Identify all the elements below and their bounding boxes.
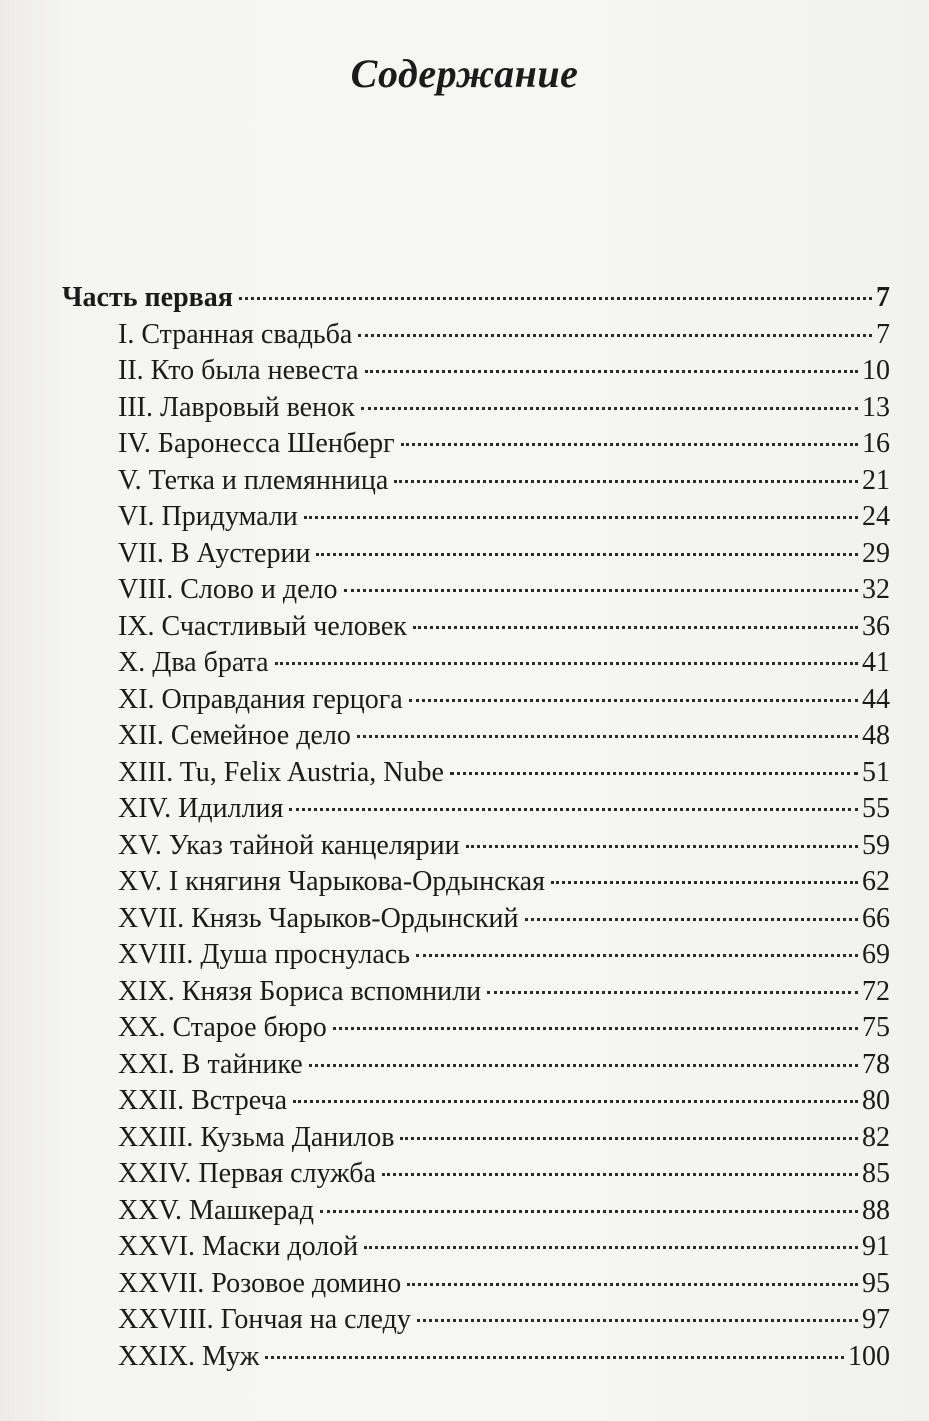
dot-leader (551, 881, 858, 884)
toc-entry-page: 62 (862, 866, 890, 897)
toc-entry (118, 755, 890, 791)
dot-leader (239, 297, 872, 300)
toc-entry-page: 88 (862, 1194, 890, 1226)
toc-entry-page: 95 (862, 1267, 890, 1299)
toc-entry (118, 317, 890, 353)
toc-entry (118, 1193, 890, 1229)
toc-entry (118, 1302, 890, 1338)
dot-leader (400, 1137, 858, 1140)
dot-leader (365, 370, 858, 373)
toc-entry-label: XIX. Князя Бориса вспомнили (118, 975, 482, 1007)
toc-entry-page: 72 (862, 975, 890, 1007)
toc-entry (118, 1047, 890, 1083)
toc-entry-label: VI. Придумали (118, 501, 298, 532)
dot-leader (394, 480, 858, 483)
toc-entry-page: 59 (862, 829, 890, 861)
dot-leader (320, 1210, 858, 1213)
toc-entry (118, 390, 890, 426)
toc-part-page: 7 (876, 282, 890, 313)
toc-entry-page: 82 (862, 1121, 890, 1153)
toc-entry (118, 1120, 890, 1156)
toc-entry-page: 13 (862, 391, 890, 423)
toc-entry (118, 1229, 890, 1265)
toc-entry (118, 1156, 890, 1192)
toc-entry-label: VIII. Слово и дело (118, 574, 338, 605)
dot-leader (382, 1173, 858, 1176)
toc-entry-label: XVIII. Душа проснулась (118, 939, 410, 970)
toc-part-label: Часть первая (62, 282, 233, 313)
dot-leader (333, 1027, 858, 1030)
toc-entry (118, 901, 890, 937)
toc-entry (118, 1010, 890, 1046)
toc-entry-label: V. Тетка и племянница (118, 464, 389, 496)
toc-entry-page: 51 (862, 756, 890, 788)
dot-leader (361, 407, 858, 410)
dot-leader (401, 443, 858, 446)
toc-part-heading (62, 280, 890, 316)
toc-entry-page: 21 (862, 464, 890, 496)
toc-entry-page: 48 (862, 720, 890, 751)
toc-entry-label: XVII. Князь Чарыков-Ордынский (118, 902, 519, 934)
toc-entry-label: IV. Баронесса Шенберг (118, 428, 395, 459)
toc-entry-page: 10 (862, 355, 890, 386)
toc-entry-label: XXIX. Муж (118, 1340, 260, 1372)
toc-entry-page: 85 (862, 1158, 890, 1189)
toc-entry (118, 572, 890, 608)
toc-entry-page: 66 (862, 902, 890, 934)
dot-leader (525, 918, 858, 921)
dot-leader (344, 589, 858, 592)
toc-entry-label: XXV. Машкерад (118, 1194, 314, 1226)
toc-entry-page: 97 (862, 1304, 890, 1335)
toc-entry-page: 32 (862, 574, 890, 605)
page-title: Содержание (350, 51, 579, 96)
dot-leader (275, 662, 858, 665)
toc-entry-page: 7 (876, 318, 890, 350)
toc-entry-label: XV. Указ тайной канцелярии (118, 829, 460, 861)
toc-entry-page: 41 (862, 647, 890, 678)
dot-leader (413, 626, 858, 629)
dot-leader (416, 954, 858, 957)
toc-entry (118, 353, 890, 389)
toc-entry-label: I. Странная свадьба (118, 318, 353, 350)
toc-entry (118, 974, 890, 1010)
dot-leader (289, 808, 858, 811)
dot-leader (293, 1100, 858, 1103)
toc-entry-label: XIV. Идиллия (118, 793, 284, 824)
toc-entry-label: XIII. Tu, Felix Austria, Nube (118, 756, 444, 788)
toc-entry-label: XX. Старое бюро (118, 1012, 327, 1043)
toc-entry (118, 463, 890, 499)
toc-entry-label: X. Два брата (118, 647, 269, 678)
dot-leader (316, 553, 858, 556)
toc-entry (118, 864, 890, 900)
toc-entry-label: II. Кто была невеста (118, 355, 359, 386)
toc-entry (118, 1083, 890, 1119)
toc-entry-label: XXI. В тайнике (118, 1048, 303, 1080)
toc-entry-label: XXIV. Первая служба (118, 1158, 376, 1189)
dot-leader (304, 516, 858, 519)
toc-entry-page: 29 (862, 537, 890, 569)
toc-entry (118, 536, 890, 572)
toc-entry-page: 69 (862, 939, 890, 970)
toc-entry-page: 75 (862, 1012, 890, 1043)
toc-entry (118, 718, 890, 754)
toc-entry-page: 16 (862, 428, 890, 459)
toc-entry-label: XXVI. Маски долой (118, 1231, 359, 1262)
toc-entry-page: 78 (862, 1048, 890, 1080)
dot-leader (364, 1246, 858, 1249)
dot-leader (357, 735, 858, 738)
toc-entry-page: 55 (862, 793, 890, 824)
dot-leader (417, 1319, 858, 1322)
toc-entry (118, 645, 890, 681)
toc-entry-label: VII. В Аустерии (118, 537, 311, 569)
toc-entry-page: 80 (862, 1085, 890, 1116)
dot-leader (487, 991, 858, 994)
toc-entry (118, 426, 890, 462)
toc-entry-label: XXVII. Розовое домино (118, 1267, 402, 1299)
dot-leader (450, 772, 858, 775)
toc-entry-label: XXVIII. Гончая на следу (118, 1304, 411, 1335)
toc-entry-page: 91 (862, 1231, 890, 1262)
toc-entry-page: 100 (848, 1340, 890, 1372)
dot-leader (466, 845, 858, 848)
dot-leader (409, 699, 858, 702)
toc-entry (118, 682, 890, 718)
toc-entry (118, 937, 890, 973)
dot-leader (309, 1064, 858, 1067)
toc-entry-label: IX. Счастливый человек (118, 610, 407, 642)
dot-leader (407, 1283, 858, 1286)
toc-entry (118, 791, 890, 827)
toc-entry (118, 828, 890, 864)
toc-entry-page: 44 (862, 683, 890, 715)
toc-entry-page: 24 (862, 501, 890, 532)
dot-leader (265, 1356, 844, 1359)
toc-entry-page: 36 (862, 610, 890, 642)
toc-entry (118, 499, 890, 535)
toc-entry-label: XI. Оправдания герцога (118, 683, 403, 715)
toc-entry-label: XXII. Встреча (118, 1085, 288, 1116)
toc-entry (118, 1266, 890, 1302)
toc-entry-label: XII. Семейное дело (118, 720, 351, 751)
toc-entry-label: XXIII. Кузьма Данилов (118, 1121, 395, 1153)
toc-entry-label: III. Лавровый венок (118, 391, 355, 423)
dot-leader (358, 334, 872, 337)
toc-entry (118, 1339, 890, 1375)
toc-entry (118, 609, 890, 645)
toc-entry-label: XV. I княгиня Чарыкова-Ордынская (118, 866, 545, 897)
